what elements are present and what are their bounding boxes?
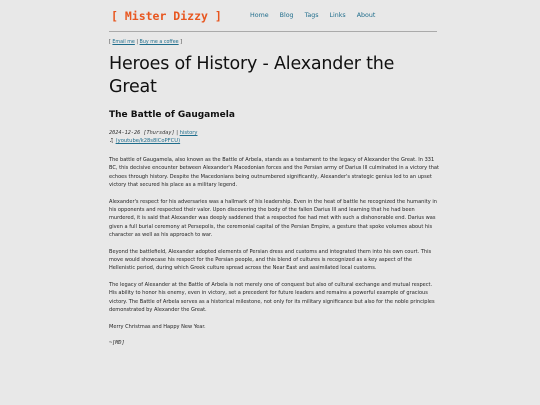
- nav-blog[interactable]: Blog: [279, 12, 294, 19]
- nav-links[interactable]: Links: [329, 12, 346, 19]
- site-logo[interactable]: [ Mister Dizzy ]: [111, 9, 222, 23]
- paragraph: Alexander's respect for his adversaries was a hallmark of his leadership. Even in the heat of battle he recognized the humanity in his opponents and respected their valor. Upon discovering the body of the fallen Darius III and learning that he had been murdered, it is said that Alexander was deeply saddened that a respected foe had met with such a dishonorable end. Darius was given a full burial ceremony at Persepolis, the ceremonial capital of the Persian Empire, a gesture that spoke volumes about his character as well as his approach to war.: [109, 198, 437, 239]
- paragraph: Beyond the battlefield, Alexander adopted elements of Persian dress and customs and integrated them into his own court. This move would showcase his respect for the Persian people, and this blend of cultures is recognized as a key aspect of the Hellenistic period, during which Greek culture spread across the Near East and assimilated local customs.: [109, 248, 432, 272]
- tag-link[interactable]: history: [179, 130, 198, 136]
- page-title: Heroes of History - Alexander the Great: [109, 54, 395, 97]
- page-container: [109, 0, 439, 347]
- post-meta: [109, 129, 439, 145]
- post-date-line: [109, 129, 439, 137]
- support-bracket-close: ]: [178, 40, 183, 45]
- post-subtitle: The Battle of Gaugamela: [109, 110, 235, 120]
- nav-tags[interactable]: Tags: [304, 12, 319, 19]
- paragraph: The battle of Gaugamela, also known as the Battle of Arbela, stands as a testament to the legacy of Alexander the Great. In 331 BC, this decisive encounter between Alexander's Macedonian forces and the Persian army of Darius III culminated in a victory that echoes through history. Despite the Macedonians being outnumbered significantly, Alexander's strategic genius led to an upset victory that secured his place as a military legend.: [109, 157, 439, 189]
- signature: ~[MD]: [109, 339, 125, 346]
- meta-separator: |: [174, 130, 180, 136]
- paragraph: The legacy of Alexander at the Battle of Arbela is not merely one of conquest but also of cultural exchange and mutual respect. His ability to honor his enemy, even in victory, set a precedent for future leaders and remains a powerful example of gracious victory. The Battle of Arbela serves as a historical milestone, not only for its military significance but also for the noble principles demonstrated by Alexander the Great.: [109, 281, 435, 314]
- support-separator: |: [134, 40, 140, 45]
- nav-about[interactable]: About: [356, 12, 376, 19]
- site-header: [109, 0, 437, 32]
- music-note-icon: ♫: [109, 138, 114, 144]
- paragraph: Merry Christmas and Happy New Year.: [109, 323, 206, 330]
- youtube-link[interactable]: (youtube/k28s8lCoPFCU): [115, 138, 181, 144]
- support-links: [109, 40, 439, 45]
- nav-home[interactable]: Home: [250, 12, 269, 19]
- coffee-link[interactable]: Buy me a coffee: [139, 40, 179, 45]
- youtube-line: [109, 137, 439, 145]
- main-nav: [250, 12, 384, 19]
- support-bracket-open: [: [109, 40, 113, 45]
- email-link[interactable]: Email me: [112, 40, 135, 45]
- post-date: 2024-12-26 [Thursday]: [109, 130, 175, 136]
- post-body: [109, 156, 439, 347]
